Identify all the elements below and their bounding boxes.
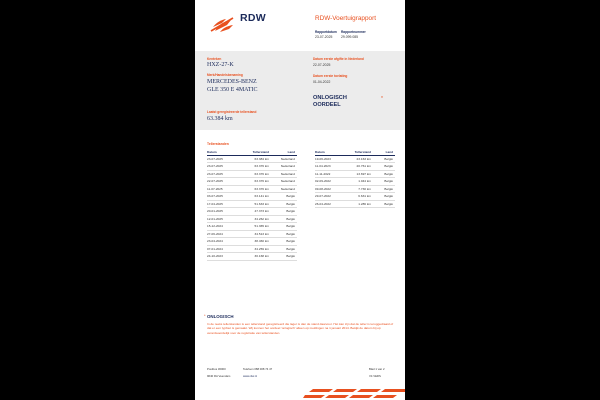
cell-tellerstand: 30.168 km	[237, 253, 271, 261]
table-row	[207, 238, 297, 246]
cell-tellerstand: 38.460 km	[237, 238, 271, 246]
model-value: GLE 350 E 4MATIC	[207, 87, 258, 93]
cell-land: België	[373, 155, 395, 163]
cell-tellerstand: 63.376 km	[237, 178, 271, 186]
footer-plaats: 9640 RA Veendam	[207, 374, 231, 378]
cell-tellerstand: 7.730 km	[343, 185, 373, 193]
cell-land: België	[373, 185, 395, 193]
cell-land: België	[271, 230, 297, 238]
cell-datum: 11-11-2022	[315, 170, 343, 178]
cell-datum: 19-06-2023	[315, 155, 343, 163]
tellerstand-value: 63.384 km	[207, 116, 233, 122]
cell-datum: 03-07-2025	[207, 193, 237, 201]
cell-datum: 23-07-2025	[207, 170, 237, 178]
cell-land: Nederland	[271, 163, 297, 171]
cell-datum: 29-07-2022	[315, 193, 343, 201]
cell-tellerstand: 47.373 km	[237, 208, 271, 216]
cell-land: België	[271, 245, 297, 253]
rapportdatum-label: Rapportdatum	[315, 30, 337, 34]
cell-tellerstand: 51.633 km	[237, 200, 271, 208]
table-row	[315, 155, 395, 163]
cell-land: Nederland	[271, 155, 297, 163]
cell-tellerstand: 23.163 km	[343, 155, 373, 163]
cell-datum: 23-04-2024	[207, 238, 237, 246]
onlogisch-title: ONLOGISCH	[207, 314, 234, 319]
cell-tellerstand: 6.631 km	[343, 193, 373, 201]
footer-blad: Blad 1 van 2	[369, 367, 385, 371]
cell-tellerstand: 63.384 km	[237, 155, 271, 163]
cell-tellerstand: 63.141 km	[237, 193, 271, 201]
table-row	[207, 155, 297, 163]
report-title: RDW-Voertuigrapport	[315, 15, 376, 22]
footer-postbus: Postbus 30000	[207, 367, 226, 371]
cell-land: België	[271, 215, 297, 223]
oordeel-line1: ONLOGISCH	[313, 95, 347, 101]
cell-datum: 09-08-2022	[315, 185, 343, 193]
table-row	[207, 223, 297, 231]
eerste-afgifte-value: 22-07-2025	[313, 63, 331, 67]
table-row	[207, 215, 297, 223]
col-land: Land	[271, 150, 297, 155]
tellerstand-label: Laatst geregistreerde tellerstand	[207, 110, 257, 114]
rdw-logo-icon	[209, 14, 235, 34]
cell-land: België	[271, 200, 297, 208]
col-land: Land	[373, 150, 395, 155]
table-row	[207, 208, 297, 216]
eerste-toelating-label: Datum eerste toelating	[313, 74, 348, 78]
onlogisch-marker: *	[204, 313, 206, 318]
brand-name: RDW	[240, 12, 266, 24]
tellerstanden-table-right	[315, 150, 395, 208]
cell-datum: 02-09-2022	[315, 178, 343, 186]
table-row	[315, 163, 395, 171]
table-row	[207, 230, 297, 238]
footer-website[interactable]: www.rdw.nl	[243, 374, 257, 378]
cell-land: België	[271, 208, 297, 216]
table-row	[207, 178, 297, 186]
cell-land: België	[271, 193, 297, 201]
cell-land: België	[373, 193, 395, 201]
table-row	[207, 200, 297, 208]
cell-datum: 27-06-2024	[207, 230, 237, 238]
table-row	[207, 170, 297, 178]
kenteken-value: HXZ-27-K	[207, 62, 234, 68]
cell-datum: 11-04-2023	[315, 163, 343, 171]
merk-value: MERCEDES-BENZ	[207, 79, 257, 85]
cell-tellerstand: 20.761 km	[343, 163, 373, 171]
cell-land: Nederland	[271, 185, 297, 193]
cell-datum: 23-07-2025	[207, 155, 237, 163]
table-row	[315, 193, 395, 201]
cell-tellerstand: 34.259 km	[237, 245, 271, 253]
cell-tellerstand: 34.262 km	[237, 215, 271, 223]
footer-telefoon: Telefoon 088 008 74 47	[243, 367, 273, 371]
cell-tellerstand: 51.365 km	[237, 223, 271, 231]
tellerstanden-table-left	[207, 150, 297, 261]
cell-datum: 22-07-2025	[207, 178, 237, 186]
cell-datum: 23-07-2025	[207, 163, 237, 171]
cell-tellerstand: 13.697 km	[343, 170, 373, 178]
eerste-toelating-value: 01-04-2022	[313, 80, 331, 84]
cell-land: België	[271, 238, 297, 246]
table-row	[207, 245, 297, 253]
cell-datum: 11-07-2025	[207, 185, 237, 193]
merk-label: Merk/Handelsbenaming	[207, 73, 243, 77]
cell-datum: 15-12-2024	[207, 223, 237, 231]
footer-versie: V4 VERS	[369, 374, 381, 378]
cell-land: België	[373, 163, 395, 171]
kenteken-label: Kenteken	[207, 57, 222, 61]
tellerstanden-title: Tellerstanden	[207, 142, 229, 146]
cell-land: België	[373, 170, 395, 178]
rapportdatum-value: 23-07-2025	[315, 35, 333, 39]
report-page	[195, 0, 405, 400]
decorative-stripes-icon	[303, 385, 405, 400]
table-row	[207, 185, 297, 193]
cell-datum: 24-10-2023	[207, 253, 237, 261]
cell-land: België	[271, 223, 297, 231]
cell-datum: 26-04-2022	[315, 200, 343, 208]
cell-land: België	[271, 253, 297, 261]
table-row	[207, 193, 297, 201]
cell-tellerstand: 1.044 km	[343, 178, 373, 186]
rapportnummer-label: Rapportnummer	[341, 30, 366, 34]
cell-land: Nederland	[271, 170, 297, 178]
table-row	[315, 170, 395, 178]
col-datum: Datum	[207, 150, 237, 155]
table-row	[315, 185, 395, 193]
cell-land: België	[373, 178, 395, 186]
oordeel-marker: *	[381, 96, 383, 102]
cell-datum: 17-04-2025	[207, 200, 237, 208]
cell-datum: 20-01-2025	[207, 208, 237, 216]
cell-land: Nederland	[271, 178, 297, 186]
table-row	[315, 200, 395, 208]
rapportnummer-value: 29.099.085	[341, 35, 358, 39]
table-row	[315, 178, 395, 186]
cell-tellerstand: 1.286 km	[343, 200, 373, 208]
col-datum: Datum	[315, 150, 343, 155]
oordeel-line2: OORDEEL	[313, 102, 341, 108]
table-row	[207, 163, 297, 171]
col-tellerstand: Tellerstand	[343, 150, 373, 155]
cell-datum: 07-01-2024	[207, 245, 237, 253]
col-tellerstand: Tellerstand	[237, 150, 271, 155]
table-row	[207, 253, 297, 261]
cell-tellerstand: 34.513 km	[237, 230, 271, 238]
eerste-afgifte-label: Datum eerste afgifte in Nederland	[313, 57, 364, 61]
cell-tellerstand: 63.376 km	[237, 163, 271, 171]
cell-datum: 12-01-2025	[207, 215, 237, 223]
cell-tellerstand: 63.376 km	[237, 185, 271, 193]
onlogisch-text: In de reeks tellerstanden is een tellerstand geregistreerd die lager is dan de stand daarvoor. Het kan zijn dat de teller is teruggedraaid of dat er een typfout is gemaakt. Wij kunnen het oordeel 'onlogisch' alleen op meldingen na 1 januari 2014. Bekijk de datum bij op verantwoordelijk voor de registratie van tellerstanden.	[207, 322, 394, 335]
cell-tellerstand: 63.376 km	[237, 170, 271, 178]
cell-land: België	[373, 200, 395, 208]
